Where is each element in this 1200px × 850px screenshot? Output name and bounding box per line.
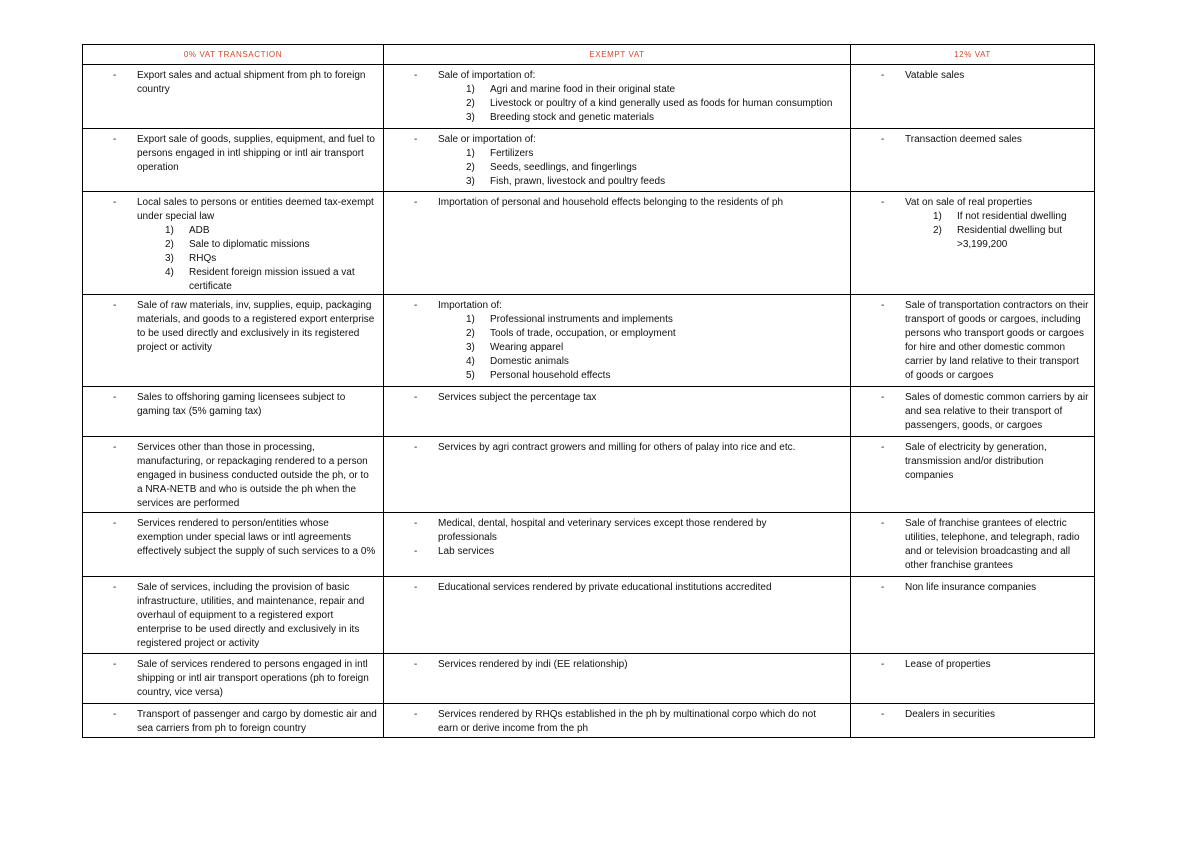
cell-zero-rated: [83, 513, 384, 577]
numbered-sub-item: [438, 355, 844, 369]
header-row: [83, 45, 1095, 65]
sub-item-number: 1): [466, 148, 475, 159]
list-item-text: Export sales and actual shipment from ph to foreign country: [137, 70, 366, 95]
bullet-marker: -: [113, 197, 117, 208]
list-item-text: Sale of electricity by generation, transmission and/or distribution companies: [905, 442, 1047, 481]
sub-item-number: 3): [165, 253, 174, 264]
list-item: [83, 299, 377, 355]
bullet-marker: -: [414, 392, 418, 403]
table-row: [83, 577, 1095, 654]
cell-twelve-percent: [851, 513, 1095, 577]
sub-item-text: Fish, prawn, livestock and poultry feeds: [490, 176, 666, 187]
bullet-marker: -: [414, 709, 418, 720]
sub-item-text: Professional instruments and implements: [490, 314, 673, 325]
sub-item-number: 2): [466, 162, 475, 173]
sub-item-text: Livestock or poultry of a kind generally used as foods for human consumption: [490, 98, 833, 109]
sub-item-number: 3): [466, 176, 475, 187]
sub-item-text: Agri and marine food in their original state: [490, 84, 676, 95]
cell-zero-rated: [83, 295, 384, 387]
sub-item-number: 1): [466, 84, 475, 95]
list-item: [851, 708, 1090, 722]
list-item-text: Local sales to persons or entities deemed tax-exempt under special law: [137, 197, 374, 222]
list-item: [384, 545, 844, 559]
sub-item-number: 2): [466, 328, 475, 339]
numbered-sub-item: [137, 238, 377, 252]
sub-item-text: Wearing apparel: [490, 342, 564, 353]
cell-twelve-percent: [851, 437, 1095, 513]
bullet-marker: -: [414, 546, 418, 557]
sub-item-text: Residential dwelling but >3,199,200: [957, 225, 1063, 250]
sub-item-number: 1): [933, 211, 942, 222]
sub-item-text: Personal household effects: [490, 370, 611, 381]
cell-zero-rated: [83, 577, 384, 654]
cell-twelve-percent: [851, 387, 1095, 437]
cell-exempt: [384, 437, 851, 513]
bullet-marker: -: [113, 659, 117, 670]
list-item: [83, 69, 377, 97]
sub-item-text: Fertilizers: [490, 148, 534, 159]
list-item-text: Services other than those in processing, manufacturing, or repackaging rendered to a person engaged in business conducted outside the ph, or to a NRA-NETB and who is outside the ph when the services are performed: [137, 442, 369, 509]
sub-item-number: 1): [165, 225, 174, 236]
cell-zero-rated: [83, 65, 384, 129]
list-item: [851, 581, 1090, 595]
cell-twelve-percent: [851, 704, 1095, 738]
cell-twelve-percent: [851, 192, 1095, 295]
list-item: [851, 658, 1090, 672]
numbered-sub-item: [438, 369, 844, 383]
list-item: [384, 581, 844, 595]
bullet-marker: -: [113, 300, 117, 311]
list-item: [851, 391, 1090, 433]
numbered-sub-item: [438, 327, 844, 341]
header-twelve-percent-vat: 12% VAT: [851, 45, 1095, 65]
sub-item-text: Sale to diplomatic missions: [189, 239, 310, 250]
numbered-sub-item: [438, 83, 844, 97]
bullet-marker: -: [113, 709, 117, 720]
list-item: [851, 441, 1090, 483]
sub-item-number: 2): [933, 225, 942, 236]
bullet-marker: -: [881, 392, 885, 403]
bullet-marker: -: [414, 442, 418, 453]
table-row: [83, 129, 1095, 192]
bullet-marker: -: [113, 70, 117, 81]
list-item: [851, 299, 1090, 383]
cell-twelve-percent: [851, 295, 1095, 387]
list-item: [851, 69, 1090, 83]
list-item-text: Lab services: [438, 546, 495, 557]
table-row: [83, 437, 1095, 513]
sub-item-number: 3): [466, 112, 475, 123]
numbered-sub-item: [438, 147, 844, 161]
list-item-text: Lease of properties: [905, 659, 991, 670]
cell-exempt: [384, 654, 851, 704]
list-item: [384, 133, 844, 189]
list-item: [384, 69, 844, 125]
list-item-text: Transport of passenger and cargo by domestic air and sea carriers from ph to foreign country: [137, 709, 377, 734]
list-item: [83, 196, 377, 294]
list-item-text: Vat on sale of real properties: [905, 197, 1033, 208]
sub-item-number: 3): [466, 342, 475, 353]
table-row: [83, 192, 1095, 295]
cell-exempt: [384, 513, 851, 577]
cell-zero-rated: [83, 437, 384, 513]
list-item-text: Sale of transportation contractors on their transport of goods or cargoes, including persons who transport goods or cargoes for hire and other domestic common carrier by land relative to their transport of goods or cargoes: [905, 300, 1089, 381]
header-zero-rated-vat: 0% VAT TRANSACTION: [83, 45, 384, 65]
sub-item-number: 2): [466, 98, 475, 109]
bullet-marker: -: [113, 392, 117, 403]
bullet-marker: -: [414, 582, 418, 593]
sub-item-number: 4): [165, 267, 174, 278]
bullet-marker: -: [414, 518, 418, 529]
list-item: [83, 658, 377, 700]
list-item-text: Sale or importation of:: [438, 134, 536, 145]
bullet-marker: -: [881, 300, 885, 311]
list-item-text: Sale of franchise grantees of electric utilities, telephone, and telegraph, radio and or television broadcasting and all other franchise grantees: [905, 518, 1080, 571]
numbered-sub-item: [137, 252, 377, 266]
list-item: [851, 133, 1090, 147]
list-item: [384, 196, 844, 210]
list-item-text: Sale of importation of:: [438, 70, 536, 81]
cell-zero-rated: [83, 129, 384, 192]
cell-zero-rated: [83, 387, 384, 437]
bullet-marker: -: [113, 582, 117, 593]
list-item: [384, 441, 844, 455]
list-item: [851, 517, 1090, 573]
numbered-sub-item: [438, 341, 844, 355]
numbered-sub-item: [137, 266, 377, 294]
list-item: [384, 299, 844, 383]
bullet-marker: -: [113, 518, 117, 529]
list-item: [384, 708, 844, 736]
numbered-sub-item: [137, 224, 377, 238]
list-item-text: Services subject the percentage tax: [438, 392, 597, 403]
table-row: [83, 65, 1095, 129]
list-item-text: Non life insurance companies: [905, 582, 1037, 593]
bullet-marker: -: [881, 442, 885, 453]
list-item: [851, 196, 1090, 252]
list-item-text: Transaction deemed sales: [905, 134, 1022, 145]
list-item: [384, 517, 844, 545]
table-row: [83, 513, 1095, 577]
list-item-text: Services rendered by indi (EE relationship): [438, 659, 628, 670]
list-item-text: Sales to offshoring gaming licensees subject to gaming tax (5% gaming tax): [137, 392, 346, 417]
list-item: [384, 391, 844, 405]
cell-twelve-percent: [851, 129, 1095, 192]
cell-exempt: [384, 295, 851, 387]
cell-zero-rated: [83, 192, 384, 295]
sub-item-text: Resident foreign mission issued a vat certificate: [189, 267, 355, 292]
numbered-sub-item: [438, 111, 844, 125]
sub-item-number: 4): [466, 356, 475, 367]
list-item-text: Dealers in securities: [905, 709, 996, 720]
cell-zero-rated: [83, 704, 384, 738]
list-item-text: Importation of:: [438, 300, 502, 311]
list-item-text: Sale of services rendered to persons engaged in intl shipping or intl air transport operations (ph to foreign country, vice versa): [137, 659, 369, 698]
bullet-marker: -: [414, 300, 418, 311]
sub-item-number: 1): [466, 314, 475, 325]
list-item: [83, 441, 377, 511]
list-item-text: Importation of personal and household effects belonging to the residents of ph: [438, 197, 784, 208]
numbered-sub-item: [905, 224, 1090, 252]
list-item-text: Educational services rendered by private educational institutions accredited: [438, 582, 772, 593]
cell-exempt: [384, 387, 851, 437]
list-item: [83, 708, 377, 736]
bullet-marker: -: [881, 134, 885, 145]
list-item: [83, 133, 377, 175]
sub-item-number: 2): [165, 239, 174, 250]
numbered-sub-item: [438, 175, 844, 189]
bullet-marker: -: [881, 70, 885, 81]
cell-exempt: [384, 704, 851, 738]
list-item-text: Services rendered to person/entities whose exemption under special laws or intl agreements effectively subject the supply of such services to a 0%: [137, 518, 376, 557]
table-row: [83, 387, 1095, 437]
bullet-marker: -: [414, 659, 418, 670]
bullet-marker: -: [113, 134, 117, 145]
table-row: [83, 704, 1095, 738]
table-row: [83, 295, 1095, 387]
bullet-marker: -: [414, 197, 418, 208]
cell-twelve-percent: [851, 65, 1095, 129]
bullet-marker: -: [113, 442, 117, 453]
sub-item-text: ADB: [189, 225, 210, 236]
list-item-text: Services rendered by RHQs established in the ph by multinational corpo which do not earn or derive income from the ph: [438, 709, 816, 734]
cell-exempt: [384, 65, 851, 129]
list-item-text: Sales of domestic common carriers by air and sea relative to their transport of passengers, goods, or cargoes: [905, 392, 1089, 431]
sub-item-text: Breeding stock and genetic materials: [490, 112, 654, 123]
list-item: [83, 517, 377, 559]
bullet-marker: -: [881, 659, 885, 670]
sub-item-text: RHQs: [189, 253, 217, 264]
cell-exempt: [384, 129, 851, 192]
sub-item-text: Domestic animals: [490, 356, 569, 367]
list-item-text: Sale of services, including the provision of basic infrastructure, utilities, and maintenance, repair and overhaul of equipment to a registered export enterprise to be used directly and exclusively in its registered project or activity: [137, 582, 365, 649]
numbered-sub-item: [905, 210, 1090, 224]
list-item-text: Vatable sales: [905, 70, 965, 81]
cell-exempt: [384, 192, 851, 295]
list-item-text: Sale of raw materials, inv, supplies, equip, packaging materials, and goods to a registered export enterprise to be used directly and exclusively in its registered project or activity: [137, 300, 375, 353]
bullet-marker: -: [881, 582, 885, 593]
numbered-sub-item: [438, 97, 844, 111]
list-item-text: Export sale of goods, supplies, equipment, and fuel to persons engaged in intl shipping or intl air transport operation: [137, 134, 375, 173]
cell-zero-rated: [83, 654, 384, 704]
numbered-sub-item: [438, 313, 844, 327]
bullet-marker: -: [881, 518, 885, 529]
list-item-text: Services by agri contract growers and milling for others of palay into rice and etc.: [438, 442, 796, 453]
bullet-marker: -: [414, 134, 418, 145]
vat-classification-table: [82, 44, 1095, 738]
list-item: [384, 658, 844, 672]
table-row: [83, 654, 1095, 704]
numbered-sub-item: [438, 161, 844, 175]
sub-item-number: 5): [466, 370, 475, 381]
sub-item-text: Tools of trade, occupation, or employment: [490, 328, 676, 339]
bullet-marker: -: [881, 709, 885, 720]
cell-exempt: [384, 577, 851, 654]
cell-twelve-percent: [851, 654, 1095, 704]
list-item: [83, 391, 377, 419]
bullet-marker: -: [881, 197, 885, 208]
cell-twelve-percent: [851, 577, 1095, 654]
list-item: [83, 581, 377, 651]
sub-item-text: If not residential dwelling: [957, 211, 1067, 222]
list-item-text: Medical, dental, hospital and veterinary services except those rendered by professionals: [438, 518, 767, 543]
header-exempt-vat: EXEMPT VAT: [384, 45, 851, 65]
sub-item-text: Seeds, seedlings, and fingerlings: [490, 162, 637, 173]
bullet-marker: -: [414, 70, 418, 81]
